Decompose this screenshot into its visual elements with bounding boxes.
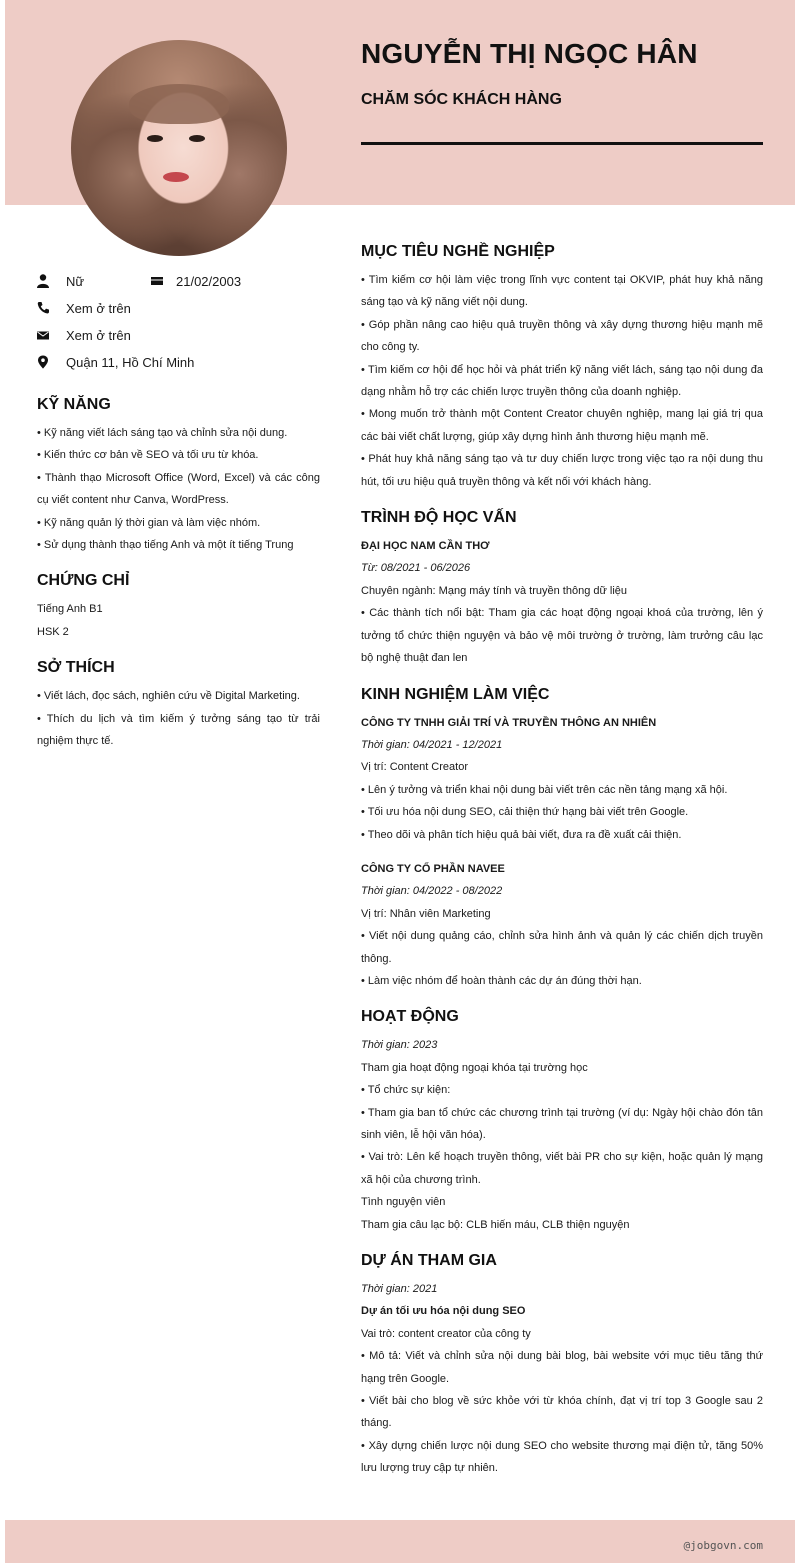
- job-task: • Làm việc nhóm để hoàn thành các dự án đúng thời hạn.: [361, 974, 642, 987]
- objective-item: • Mong muốn trở thành một Content Creator chuyên nghiệp, mang lại giá trị qua các bài viết chất lượng, giúp xây dựng hình ảnh thương hiệu mạnh mẽ.: [361, 408, 763, 443]
- email-value: Xem ở trên: [66, 328, 131, 343]
- education-period: Từ: 08/2021 - 06/2026: [361, 562, 471, 575]
- activity-line: • Vai trò: Lên kế hoạch truyền thông, viết bài PR cho sự kiện, hoặc quản lý mạng xã hội của chương trình.: [361, 1151, 763, 1186]
- skill-item: • Sử dụng thành thạo tiếng Anh và một ít tiếng Trung: [37, 539, 294, 552]
- phone-icon: [37, 301, 49, 315]
- right-column: [361, 243, 763, 1496]
- activity-line: Tham gia hoạt động ngoại khóa tại trường học: [361, 1061, 588, 1074]
- company-name: CÔNG TY TNHH GIẢI TRÍ VÀ TRUYỀN THÔNG AN NHIÊN: [361, 716, 657, 729]
- activity-line: Tình nguyện viên: [361, 1196, 446, 1209]
- company-name: CÔNG TY CỔ PHẦN NAVEE: [361, 862, 505, 875]
- job-position: Vị trí: Content Creator: [361, 761, 468, 774]
- activity-line: Tham gia câu lạc bộ: CLB hiến máu, CLB thiện nguyện: [361, 1218, 630, 1231]
- skill-item: • Kỹ năng quản lý thời gian và làm việc nhóm.: [37, 516, 261, 529]
- job-task: • Tối ưu hóa nội dung SEO, cải thiện thứ hạng bài viết trên Google.: [361, 806, 689, 819]
- project-period: Thời gian: 2021: [361, 1283, 438, 1296]
- certificates-title: CHỨNG CHỈ: [37, 572, 130, 590]
- school-name: ĐẠI HỌC NAM CẦN THƠ: [361, 540, 490, 553]
- info-row-phone: [37, 299, 320, 326]
- info-row-gender-birthday: [37, 272, 320, 299]
- info-row-email: [37, 326, 320, 353]
- gender-value: Nữ: [66, 274, 85, 289]
- certificates-list: [37, 598, 320, 643]
- project-name: Dự án tối ưu hóa nội dung SEO: [361, 1305, 526, 1318]
- certificate-item: HSK 2: [37, 625, 69, 638]
- user-icon: [37, 274, 49, 288]
- job-entry: [361, 858, 763, 992]
- job-period: Thời gian: 04/2022 - 08/2022: [361, 885, 503, 898]
- activity-line: • Tham gia ban tổ chức các chương trình tại trường (ví dụ: Ngày hội chào đón tân sinh viên, lễ hội văn hóa).: [361, 1106, 763, 1141]
- info-row-address: [37, 353, 320, 380]
- projects-title: DỰ ÁN THAM GIA: [361, 1252, 497, 1270]
- skill-item: • Thành thạo Microsoft Office (Word, Excel) và các công cụ viết content như Canva, WordPress.: [37, 471, 320, 507]
- experience-section: [361, 686, 763, 993]
- education-section: [361, 509, 763, 669]
- project-line: • Mô tả: Viết và chỉnh sửa nội dung bài blog, bài website với mục tiêu tăng thứ hạng trên Google.: [361, 1350, 763, 1385]
- projects-section: [361, 1252, 763, 1480]
- activities-title: HOẠT ĐỘNG: [361, 1008, 459, 1026]
- job-task: • Viết nội dung quảng cáo, chỉnh sửa hình ảnh và quản lý các chiến dịch truyền thông.: [361, 930, 763, 965]
- mail-icon: [37, 328, 49, 342]
- project-role: Vai trò: content creator của công ty: [361, 1327, 531, 1340]
- footer-band: [5, 1520, 795, 1563]
- objective-item: • Tìm kiếm cơ hội để học hỏi và phát triển kỹ năng viết lách, sáng tạo nội dung đa dạng nhằm hỗ trợ các chiến lược truyền thông của doanh nghiệp.: [361, 363, 763, 399]
- profile-photo: [71, 40, 287, 256]
- project-line: • Xây dựng chiến lược nội dung SEO cho website thương mại điện tử, tăng 50% lưu lượng truy cập tự nhiên.: [361, 1439, 763, 1475]
- job-position: Vị trí: Nhân viên Marketing: [361, 907, 491, 920]
- activity-line: • Tổ chức sự kiện:: [361, 1084, 451, 1097]
- skill-item: • Kỹ năng viết lách sáng tạo và chỉnh sửa nội dung.: [37, 427, 288, 439]
- education-major: Chuyên ngành: Mạng máy tính và truyền thông dữ liệu: [361, 584, 628, 597]
- hobby-item: • Thích du lịch và tìm kiếm ý tưởng sáng tạo từ trải nghiệm thực tế.: [37, 712, 320, 748]
- job-entry: [361, 712, 763, 846]
- location-pin-icon: [37, 355, 49, 369]
- certificate-item: Tiếng Anh B1: [37, 603, 103, 616]
- phone-value: Xem ở trên: [66, 301, 131, 316]
- skills-title: KỸ NĂNG: [37, 396, 111, 413]
- left-column: [37, 272, 320, 752]
- hobbies-title: SỞ THÍCH: [37, 659, 115, 677]
- skills-list: [37, 422, 320, 556]
- birthday-value: 21/02/2003: [176, 274, 242, 289]
- education-title: TRÌNH ĐỘ HỌC VẤN: [361, 509, 517, 527]
- skill-item: • Kiến thức cơ bản về SEO và tối ưu từ khóa.: [37, 449, 259, 462]
- objective-item: • Phát huy khả năng sáng tạo và tư duy chiến lược trong việc tạo ra nội dung thu hút, tối ưu hiệu quả truyền thông và kết nối với khách hàng.: [361, 453, 763, 488]
- calendar-icon: [151, 274, 163, 288]
- job-task: • Theo dõi và phân tích hiệu quả bài viết, đưa ra đề xuất cải thiện.: [361, 828, 682, 841]
- cv-page: [5, 0, 795, 1563]
- candidate-name: NGUYỄN THỊ NGỌC HÂN: [361, 38, 698, 69]
- job-title: CHĂM SÓC KHÁCH HÀNG: [361, 91, 562, 108]
- objective-item: • Tìm kiếm cơ hội làm việc trong lĩnh vực content tại OKVIP, phát huy khả năng sáng tạo và kỹ năng viết nội dung.: [361, 274, 763, 309]
- objective-item: • Góp phần nâng cao hiệu quả truyền thông và xây dựng thương hiệu mạnh mẽ cho công ty.: [361, 318, 763, 354]
- experience-title: KINH NGHIỆM LÀM VIỆC: [361, 685, 550, 703]
- objective-title: MỤC TIÊU NGHỀ NGHIỆP: [361, 243, 555, 260]
- activities-section: [361, 1008, 763, 1236]
- activities-period: Thời gian: 2023: [361, 1039, 438, 1052]
- project-line: • Viết bài cho blog về sức khỏe với từ khóa chính, đạt vị trí top 3 Google sau 2 tháng.: [361, 1395, 763, 1430]
- job-period: Thời gian: 04/2021 - 12/2021: [361, 738, 503, 751]
- address-value: Quận 11, Hồ Chí Minh: [66, 355, 195, 370]
- education-detail: • Các thành tích nổi bật: Tham gia các hoạt động ngoại khoá của trường, lên ý tưởng tổ chức thiện nguyện và bảo vệ môi trường ở trường, làm trưởng câu lạc bộ nghệ thuật đan len: [361, 607, 763, 665]
- hobbies-list: [37, 685, 320, 752]
- hobby-item: • Viết lách, đọc sách, nghiên cứu về Digital Marketing.: [37, 690, 300, 703]
- title-divider: [361, 142, 763, 145]
- job-task: • Lên ý tưởng và triển khai nội dung bài viết trên các nền tảng mạng xã hội.: [361, 783, 728, 796]
- objective-section: [361, 243, 763, 493]
- footer-watermark: @jobgovn.com: [683, 1539, 763, 1552]
